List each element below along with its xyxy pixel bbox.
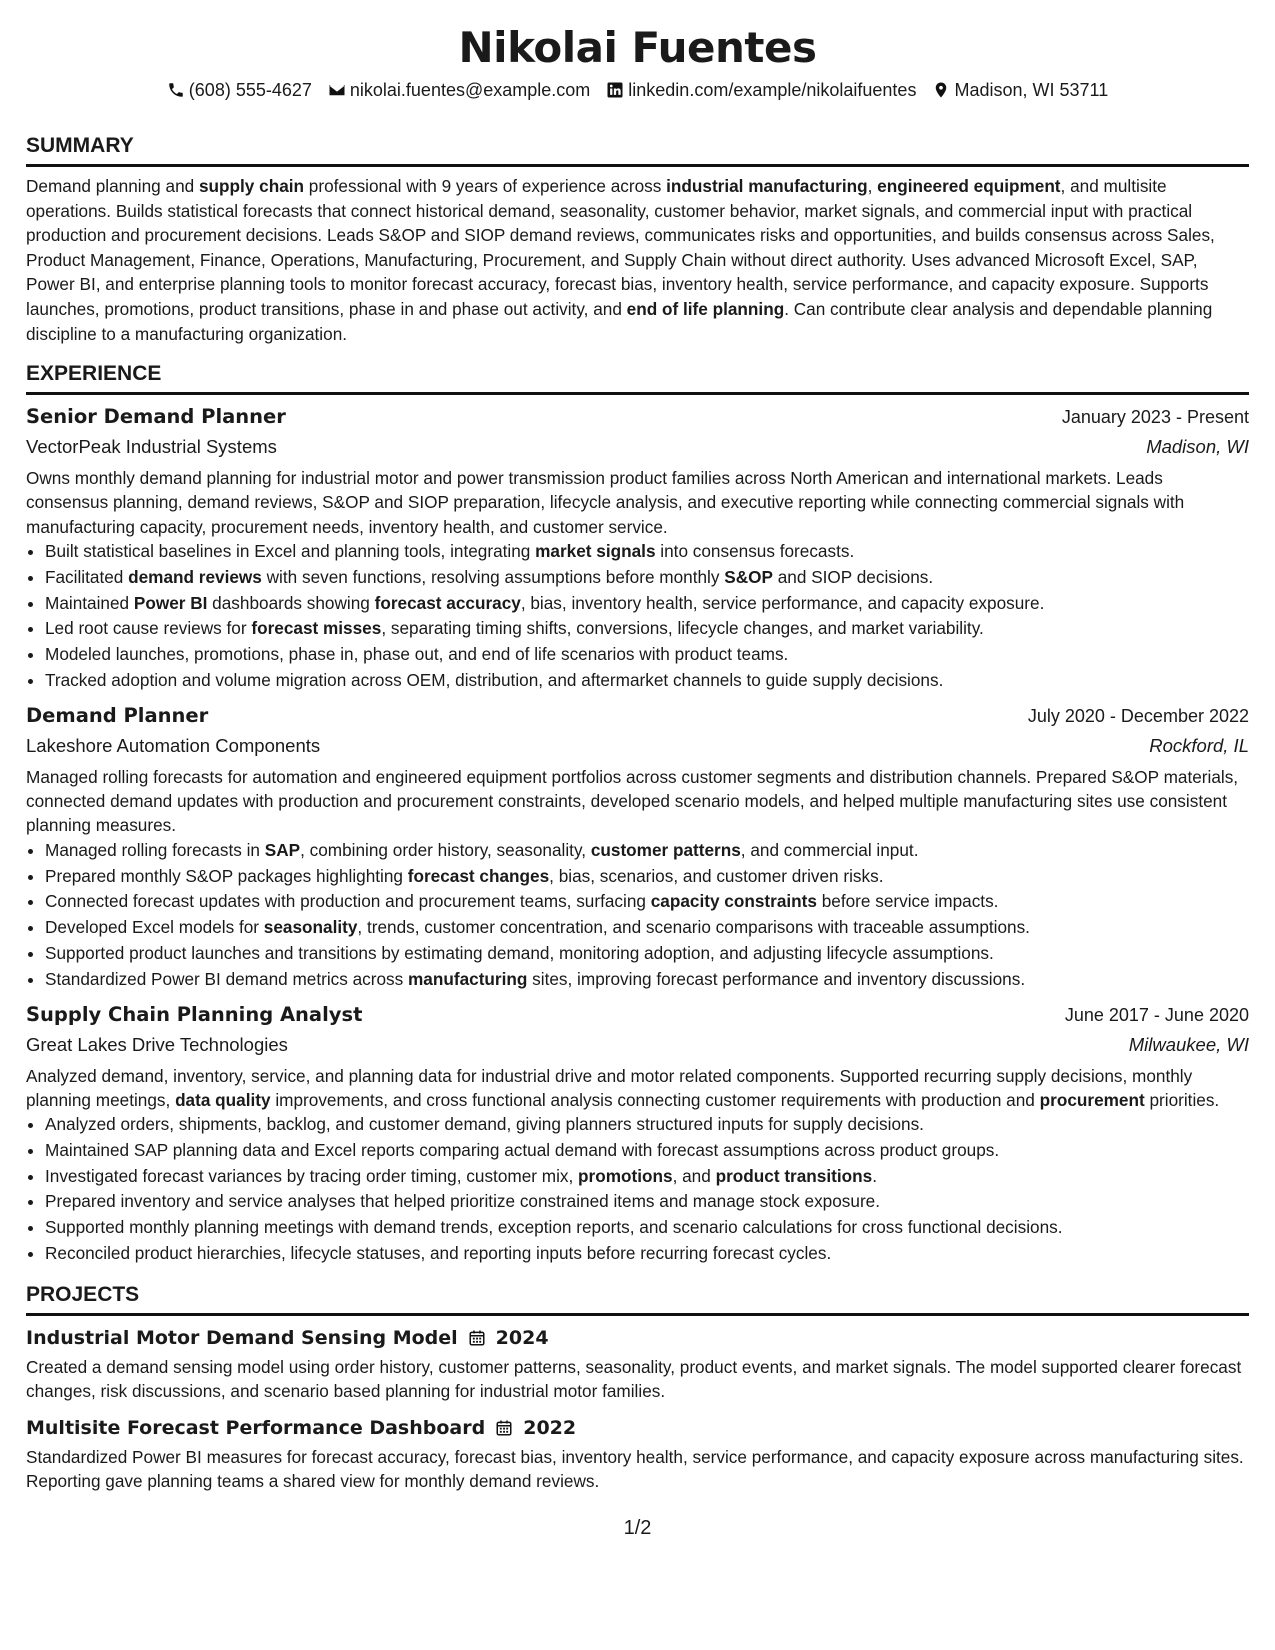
calendar-icon [495, 1419, 513, 1437]
list-item: • Maintained Power BI dashboards showing forecast accuracy, bias, inventory health, service performance, and capacity exposure. [45, 591, 1249, 617]
list-item: • Reconciled product hierarchies, lifecycle statuses, and reporting inputs before recurring forecast cycles. [45, 1241, 1249, 1267]
job-bullets [26, 1112, 1249, 1267]
map-pin-icon [932, 81, 950, 99]
projects-section [26, 1281, 1249, 1493]
page-number: 1/2 [623, 1517, 652, 1539]
contact-email[interactable] [328, 78, 590, 102]
section-divider [26, 392, 1249, 395]
list-item: • Built statistical baselines in Excel and planning tools, integrating market signals into consensus forecasts. [45, 539, 1249, 565]
job-description: Owns monthly demand planning for industrial motor and power transmission product families across North American and international markets. Leads consensus planning, demand reviews, S&OP and SIOP preparation, lifecycle analysis, and executive reporting while connecting commercial signals with manufacturing capacity, procurement needs, inventory health, and customer service. [26, 468, 1185, 537]
job-entry [26, 1000, 1249, 1267]
summary-text: Demand planning and supply chain professional with 9 years of experience across industrial manufacturing, engineered equipment, and multisite operations. Builds statistical forecasts that connect historical demand, seasonality, customer behavior, market signals, and commercial input with practical production and procurement decisions. Leads S&OP and SIOP demand reviews, communicates risks and opportunities, and builds consensus across Sales, Product Management, Finance, Operations, Manufacturing, Procurement, and Supply Chain without direct authority. Uses advanced Microsoft Excel, SAP, Power BI, and enterprise planning tools to monitor forecast accuracy, forecast bias, inventory health, service performance, and capacity exposure. Supports launches, promotions, product transitions, phase in and phase out activity, and end of life planning. Can contribute clear analysis and dependable planning discipline to a manufacturing organization. [26, 176, 1215, 344]
list-item: • Developed Excel models for seasonality, trends, customer concentration, and scenario comparisons with traceable assumptions. [45, 915, 1249, 941]
job-title: Demand Planner [26, 703, 209, 727]
list-item: • Prepared monthly S&OP packages highlighting forecast changes, bias, scenarios, and customer driven risks. [45, 864, 1249, 890]
job-bullets [26, 539, 1249, 694]
job-location: Rockford, IL [1149, 734, 1249, 756]
project-title: Multisite Forecast Performance Dashboard [26, 1416, 486, 1439]
project-title: Industrial Motor Demand Sensing Model [26, 1326, 458, 1349]
list-item: • Modeled launches, promotions, phase in, phase out, and end of life scenarios with product teams. [45, 642, 1249, 668]
list-item: • Prepared inventory and service analyses that helped prioritize constrained items and manage stock exposure. [45, 1189, 1249, 1215]
section-divider [26, 1313, 1249, 1316]
phone-text: (608) 555-4627 [188, 80, 312, 100]
job-entry [26, 701, 1249, 993]
list-item: • Investigated forecast variances by tracing order timing, customer mix, promotions, and product transitions. [45, 1164, 1249, 1190]
calendar-icon [468, 1329, 486, 1347]
phone-icon [167, 81, 185, 99]
list-item: • Led root cause reviews for forecast misses, separating timing shifts, conversions, lifecycle changes, and market variability. [45, 616, 1249, 642]
location-text: Madison, WI 53711 [954, 80, 1109, 100]
project-entry [26, 1413, 1249, 1493]
email-link[interactable]: nikolai.fuentes@example.com [349, 80, 591, 100]
list-item: • Managed rolling forecasts in SAP, combining order history, seasonality, customer patterns, and commercial input. [45, 838, 1249, 864]
project-entry [26, 1323, 1249, 1403]
job-company: VectorPeak Industrial Systems [26, 436, 277, 458]
list-item: • Supported monthly planning meetings with demand trends, exception reports, and scenario calculations for cross functional decisions. [45, 1215, 1249, 1241]
job-entry [26, 402, 1249, 694]
job-title: Senior Demand Planner [26, 405, 286, 429]
project-year: 2022 [523, 1416, 577, 1439]
project-description: Standardized Power BI measures for forecast accuracy, forecast bias, inventory health, service performance, and capacity exposure across manufacturing sites. Reporting gave planning teams a shared view for monthly demand reviews. [26, 1446, 1244, 1491]
list-item: • Connected forecast updates with production and procurement teams, surfacing capacity constraints before service impacts. [45, 889, 1249, 915]
job-title: Supply Chain Planning Analyst [26, 1002, 363, 1026]
job-description: Analyzed demand, inventory, service, and planning data for industrial drive and motor related components. Supported recurring supply decisions, monthly planning meetings, data quality improvements, and cross functional analysis connecting customer requirements with production and procurement priorities. [26, 1065, 1220, 1110]
candidate-name: Nikolai Fuentes [458, 23, 817, 72]
job-dates: January 2023 - Present [1061, 407, 1249, 428]
job-company: Great Lakes Drive Technologies [26, 1033, 288, 1055]
section-title-experience: EXPERIENCE [26, 362, 162, 386]
list-item: • Standardized Power BI demand metrics across manufacturing sites, improving forecast performance and inventory discussions. [45, 967, 1249, 993]
job-bullets [26, 838, 1249, 993]
job-description: Managed rolling forecasts for automation and engineered equipment portfolios across customer segments and distribution channels. Prepared S&OP materials, connected demand updates with production and procurement constraints, developed scenario models, and helped multiple manufacturing sites use consistent planning measures. [26, 766, 1239, 836]
contact-bar [26, 78, 1249, 102]
job-location: Madison, WI [1146, 436, 1249, 458]
contact-phone [167, 78, 312, 102]
contact-location [932, 78, 1108, 102]
list-item: • Facilitated demand reviews with seven functions, resolving assumptions before monthly S&OP and SIOP decisions. [45, 565, 1249, 591]
list-item: • Analyzed orders, shipments, backlog, and customer demand, giving planners structured inputs for supply decisions. [45, 1112, 1249, 1138]
linkedin-link[interactable]: linkedin.com/example/nikolaifuentes [628, 80, 917, 100]
section-title-summary: SUMMARY [26, 134, 134, 157]
list-item: • Supported product launches and transitions by estimating demand, monitoring adoption, and adjusting lifecycle assumptions. [45, 941, 1249, 967]
summary-section [26, 132, 1249, 346]
job-dates: July 2020 - December 2022 [1027, 705, 1249, 726]
project-description: Created a demand sensing model using order history, customer patterns, seasonality, product events, and market signals. The model supported clearer forecast changes, risk discussions, and scenario based planning for industrial motor families. [26, 1356, 1242, 1401]
list-item: • Maintained SAP planning data and Excel reports comparing actual demand with forecast assumptions across product groups. [45, 1138, 1249, 1164]
job-company: Lakeshore Automation Components [26, 734, 321, 756]
job-location: Milwaukee, WI [1128, 1033, 1249, 1055]
envelope-icon [328, 81, 346, 99]
linkedin-icon [606, 81, 624, 99]
resume-page [26, 0, 1249, 1493]
experience-section [26, 360, 1249, 1267]
list-item: • Tracked adoption and volume migration across OEM, distribution, and aftermarket channels to guide supply decisions. [45, 668, 1249, 694]
contact-linkedin[interactable] [606, 78, 916, 102]
section-divider [26, 164, 1249, 167]
section-title-projects: PROJECTS [26, 1282, 140, 1306]
project-year: 2024 [495, 1326, 549, 1349]
job-dates: June 2017 - June 2020 [1064, 1004, 1249, 1025]
